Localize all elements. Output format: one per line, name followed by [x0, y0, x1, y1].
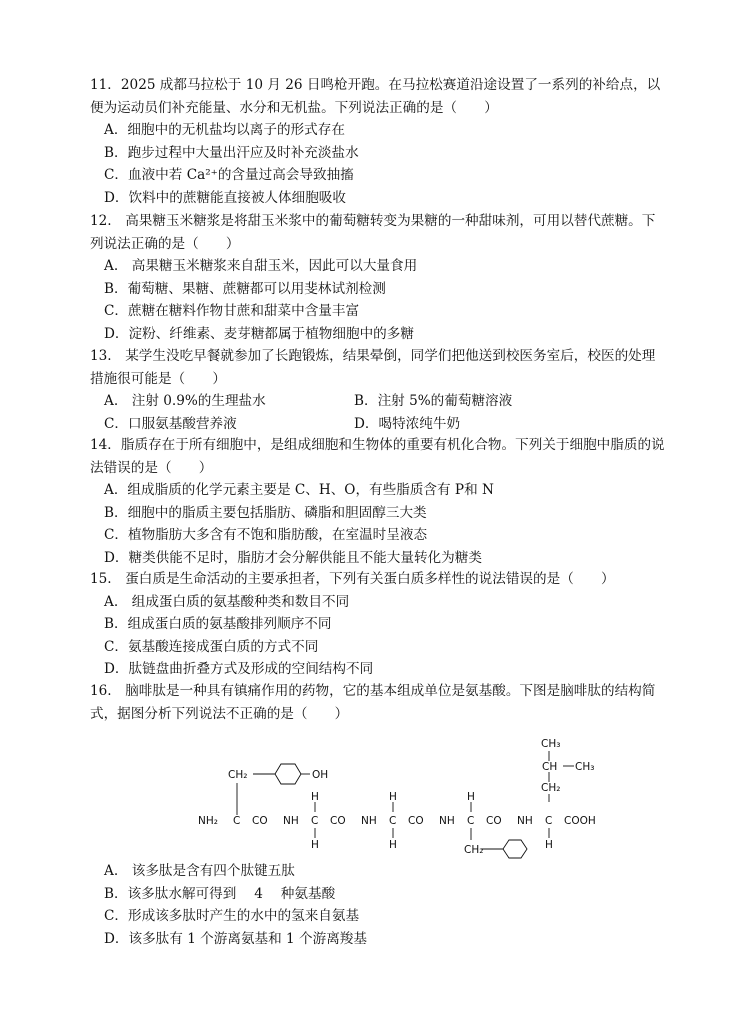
option-a: A. 组成蛋白质的氨基酸种类和数目不同: [104, 593, 350, 610]
carbonyl-group: CO: [408, 815, 424, 827]
alpha-carbon: C: [467, 815, 475, 827]
hydrogen: H: [545, 839, 553, 851]
imino-group: NH: [361, 815, 377, 827]
question-stem: 14．脂质存在于所有细胞中，是组成细胞和生物体的重要有机化合物。下列关于细胞中脂质的说法错误的是（ ）: [90, 437, 665, 476]
imino-group: NH: [439, 815, 455, 827]
main-chain: [198, 815, 596, 827]
alpha-carbon: C: [545, 815, 553, 827]
option-c: C．口服氨基酸营养液: [104, 415, 237, 432]
option-c: C．氨基酸连接成蛋白质的方式不同: [104, 638, 319, 655]
option-c: C．植物脂肪大多含有不饱和脂肪酸，在室温时呈液态: [104, 527, 428, 544]
carboxyl-group: COOH: [564, 815, 596, 827]
leu-ch2: CH₂: [541, 782, 561, 794]
question-stem: 11．2025 成都马拉松于 10 月 26 日鸣枪开跑。在马拉松赛道沿途设置了一系列的补给点，以便为运动员们补充能量、水分和无机盐。下列说法正确的是（ ）: [90, 77, 661, 116]
carbonyl-group: CO: [486, 815, 502, 827]
option-d: D．淀粉、纤维素、麦芽糖都属于植物细胞中的多糖: [104, 325, 414, 342]
question-stem: 15. 蛋白质是生命活动的主要承担者，下列有关蛋白质多样性的说法错误的是（ ）: [90, 571, 615, 587]
alpha-carbon: C: [233, 815, 241, 827]
question-stem: 12. 高果糖玉米糖浆是将甜玉米浆中的葡萄糖转变为果糖的一种甜味剂，可用以替代蔗糖。下列说法正确的是（ ）: [90, 213, 656, 252]
hydroxyl-group: OH: [312, 769, 329, 781]
hydrogen: H: [389, 839, 397, 851]
option-a: A. 该多肽是含有四个肽键五肽: [104, 863, 295, 879]
question-12: [90, 210, 665, 346]
option-d: D．饮料中的蔗糖能直接被人体细胞吸收: [104, 189, 346, 206]
carbonyl-group: CO: [330, 815, 346, 827]
question-stem: 13. 某学生没吃早餐就参加了长跑锻炼，结果晕倒，同学们把他送到校医务室后，校医的处理措施很可能是（ ）: [90, 348, 656, 387]
carbonyl-group: CO: [252, 815, 268, 827]
option-b: B．该多肽水解可得到 4 种氨基酸: [104, 885, 336, 902]
question-11: [90, 74, 665, 210]
option-a: A．细胞中的无机盐均以离子的形式存在: [104, 122, 345, 139]
alpha-carbon: C: [389, 815, 397, 827]
leu-ch: CH: [542, 761, 558, 773]
option-b: B．注射 5%的葡萄糖溶液: [354, 393, 513, 410]
imino-group: NH: [517, 815, 533, 827]
hydrogen: H: [467, 791, 475, 803]
question-14: [90, 434, 665, 570]
tyr-ch2: CH₂: [228, 769, 248, 781]
option-a: A．组成脂质的化学元素主要是 C、H、O，有些脂质含有 P和 N: [104, 482, 494, 499]
option-b: B．葡萄糖、果糖、蔗糖都可以用斐林试剂检测: [104, 280, 386, 297]
option-c: C．蔗糖在糖料作物甘蔗和甜菜中含量丰富: [104, 303, 360, 320]
hydrogen: H: [389, 791, 397, 803]
question-13: [90, 345, 665, 435]
leu-ch3: CH₃: [541, 738, 561, 750]
option-b: B．细胞中的脂质主要包括脂肪、磷脂和胆固醇三大类: [104, 504, 427, 521]
enkephalin-structure-diagram: [190, 732, 610, 862]
option-row: [90, 413, 665, 436]
option-a: A. 高果糖玉米糖浆来自甜玉米，因此可以大量食用: [104, 258, 418, 275]
hydrogen: H: [311, 791, 319, 803]
question-16-options: [90, 860, 665, 950]
option-a: A. 注射 0.9%的生理盐水: [104, 393, 266, 410]
option-b: B．组成蛋白质的氨基酸排列顺序不同: [104, 616, 332, 633]
option-d: D．肽链盘曲折叠方式及形成的空间结构不同: [104, 661, 374, 678]
option-c: C．血液中若 Ca²⁺的含量过高会导致抽搐: [104, 167, 354, 184]
hydrogen: H: [311, 839, 319, 851]
option-d: D．糖类供能不足时，脂肪才会分解供能且不能大量转化为糖类: [104, 549, 482, 566]
question-16: [90, 680, 665, 725]
phe-ch2: CH₂: [464, 844, 484, 856]
option-d: D．喝特浓纯牛奶: [354, 415, 461, 432]
option-c: C．形成该多肽时产生的水中的氢来自氨基: [104, 908, 360, 925]
option-row: [90, 390, 665, 413]
imino-group: NH: [283, 815, 299, 827]
question-15: [90, 568, 665, 681]
option-d: D．该多肽有 1 个游离氨基和 1 个游离羧基: [104, 930, 367, 947]
alpha-carbon: C: [311, 815, 319, 827]
leu-ch3: CH₃: [575, 761, 595, 773]
option-b: B．跑步过程中大量出汗应及时补充淡盐水: [104, 144, 359, 161]
amino-group: NH₂: [198, 815, 218, 827]
question-stem: 16. 脑啡肽是一种具有镇痛作用的药物，它的基本组成单位是氨基酸。下图是脑啡肽的结构简式，据图分析下列说法不正确的是（ ）: [90, 683, 656, 722]
